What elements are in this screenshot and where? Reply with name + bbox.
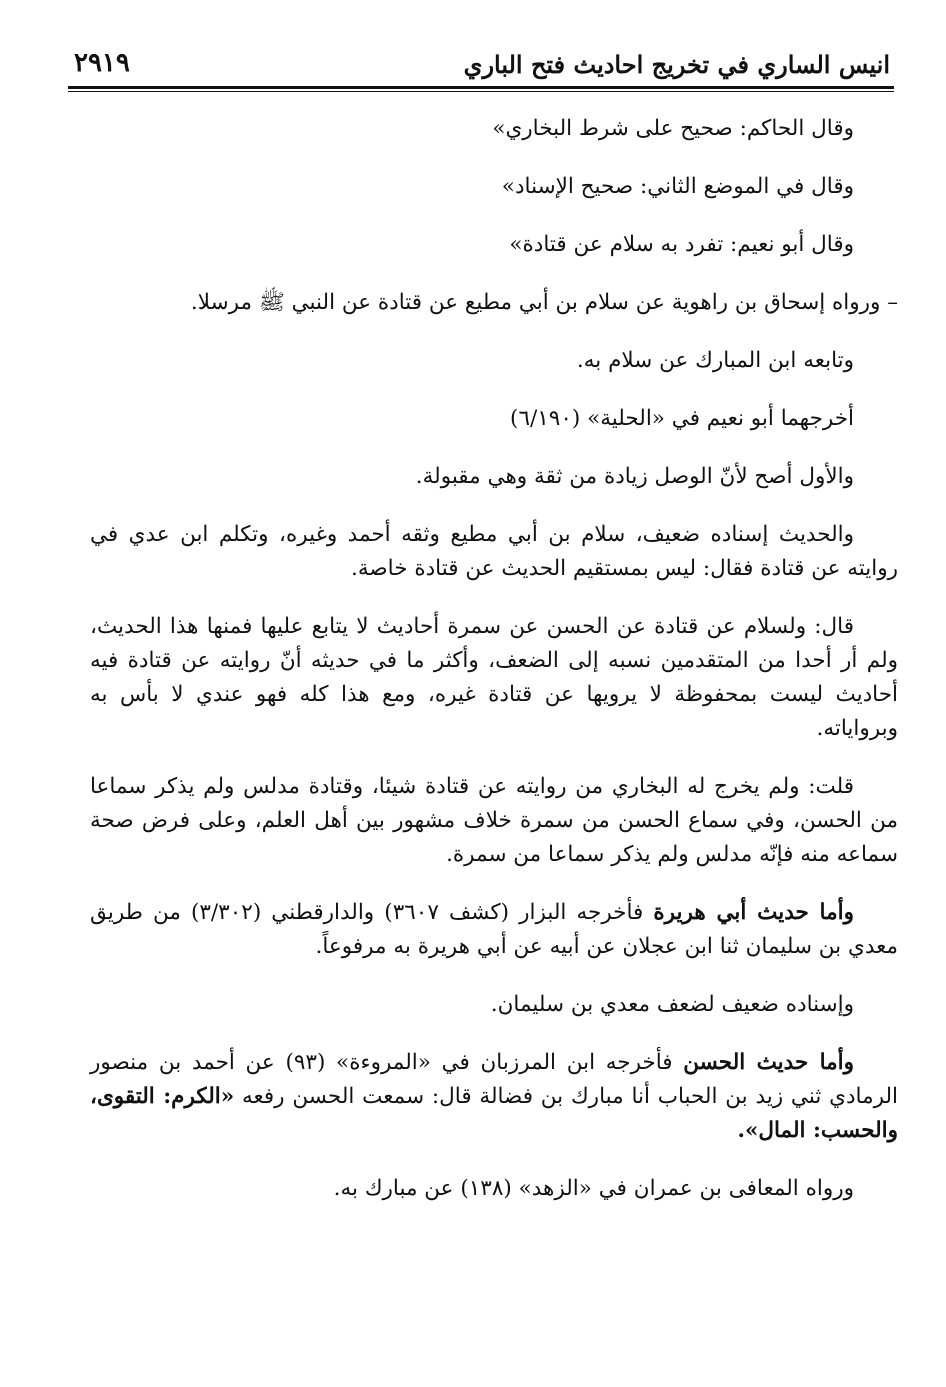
header-rule-thin (68, 91, 894, 92)
section-heading: وأما حديث أبي هريرة (653, 900, 854, 925)
paragraph-12: وإسناده ضعيف لضعف معدي بن سليمان. (490, 992, 854, 1017)
paragraph-3: وقال أبو نعيم: تفرد به سلام عن قتادة» (509, 232, 854, 257)
paragraph-2: وقال في الموضع الثاني: صحيح الإسناد» (501, 174, 854, 199)
book-title: انيس الساري في تخريج احاديث فتح الباري (463, 50, 890, 79)
paragraph-14: ورواه المعافى بن عمران في «الزهد» (١٣٨) عن مبارك به. (333, 1176, 854, 1201)
section-heading: وأما حديث الحسن (683, 1050, 855, 1075)
paragraph-11: وأما حديث أبي هريرة فأخرجه البزار (كشف ٣٦٠٧) والدارقطني (٣/٣٠٢) من طريق معدي بن سليمان ثنا ابن عجلان عن أبيه عن أبي هريرة به مرفوعاً. (90, 900, 898, 959)
paragraph-1: وقال الحاكم: صحيح على شرط البخاري» (492, 116, 854, 141)
quoted-hadith: «الكرم: التقوى، والحسب: المال». (90, 1084, 898, 1143)
paragraph-9: قال: ولسلام عن قتادة عن الحسن عن سمرة أحاديث لا يتابع عليها فمنها هذا الحديث، ولم أر أحدا من المتقدمين نسبه إلى الضعف، وأكثر ما في حديثه أنّ روايته عن قتادة فيه أحاديث ليست بمحفوظة لا يرويها عن قتادة غيره، ومع هذا كله فهو عندي لا بأس به وبرواياته. (90, 614, 898, 741)
paragraph-5: وتابعه ابن المبارك عن سلام به. (576, 348, 854, 373)
paragraph-8: والحديث إسناده ضعيف، سلام بن أبي مطيع وثقه أحمد وغيره، وتكلم ابن عدي في روايته عن قتادة فقال: ليس بمستقيم الحديث عن قتادة خاصة. (90, 522, 898, 581)
paragraph-4: – ورواه إسحاق بن راهوية عن سلام بن أبي مطيع عن قتادة عن النبي ﷺ مرسلا. (190, 290, 898, 315)
paragraph-13: وأما حديث الحسن فأخرجه ابن المرزبان في «المروءة» (٩٣) عن أحمد بن منصور الرمادي ثني زيد بن الحباب أنا مبارك بن فضالة قال: سمعت الحسن رفعه «الكرم: التقوى، والحسب: المال». (90, 1050, 898, 1143)
page-number: ٢٩١٩ (74, 48, 130, 78)
header-rule-thick (68, 86, 894, 89)
paragraph-10: قلت: ولم يخرج له البخاري من روايته عن قتادة شيئا، وقتادة مدلس ولم يذكر سماعا من الحسن، وفي سماع الحسن من سمرة خلاف مشهور بين أهل العلم، وعلى فرض صحة سماعه منه فإنّه مدلس ولم يذكر سماعا من سمرة. (90, 774, 898, 867)
page-body (90, 108, 898, 1230)
paragraph-7: والأول أصح لأنّ الوصل زيادة من ثقة وهي مقبولة. (415, 464, 854, 489)
paragraph-6: أخرجهما أبو نعيم في «الحلية» (٦/١٩٠) (510, 406, 854, 431)
page-header (70, 46, 890, 86)
